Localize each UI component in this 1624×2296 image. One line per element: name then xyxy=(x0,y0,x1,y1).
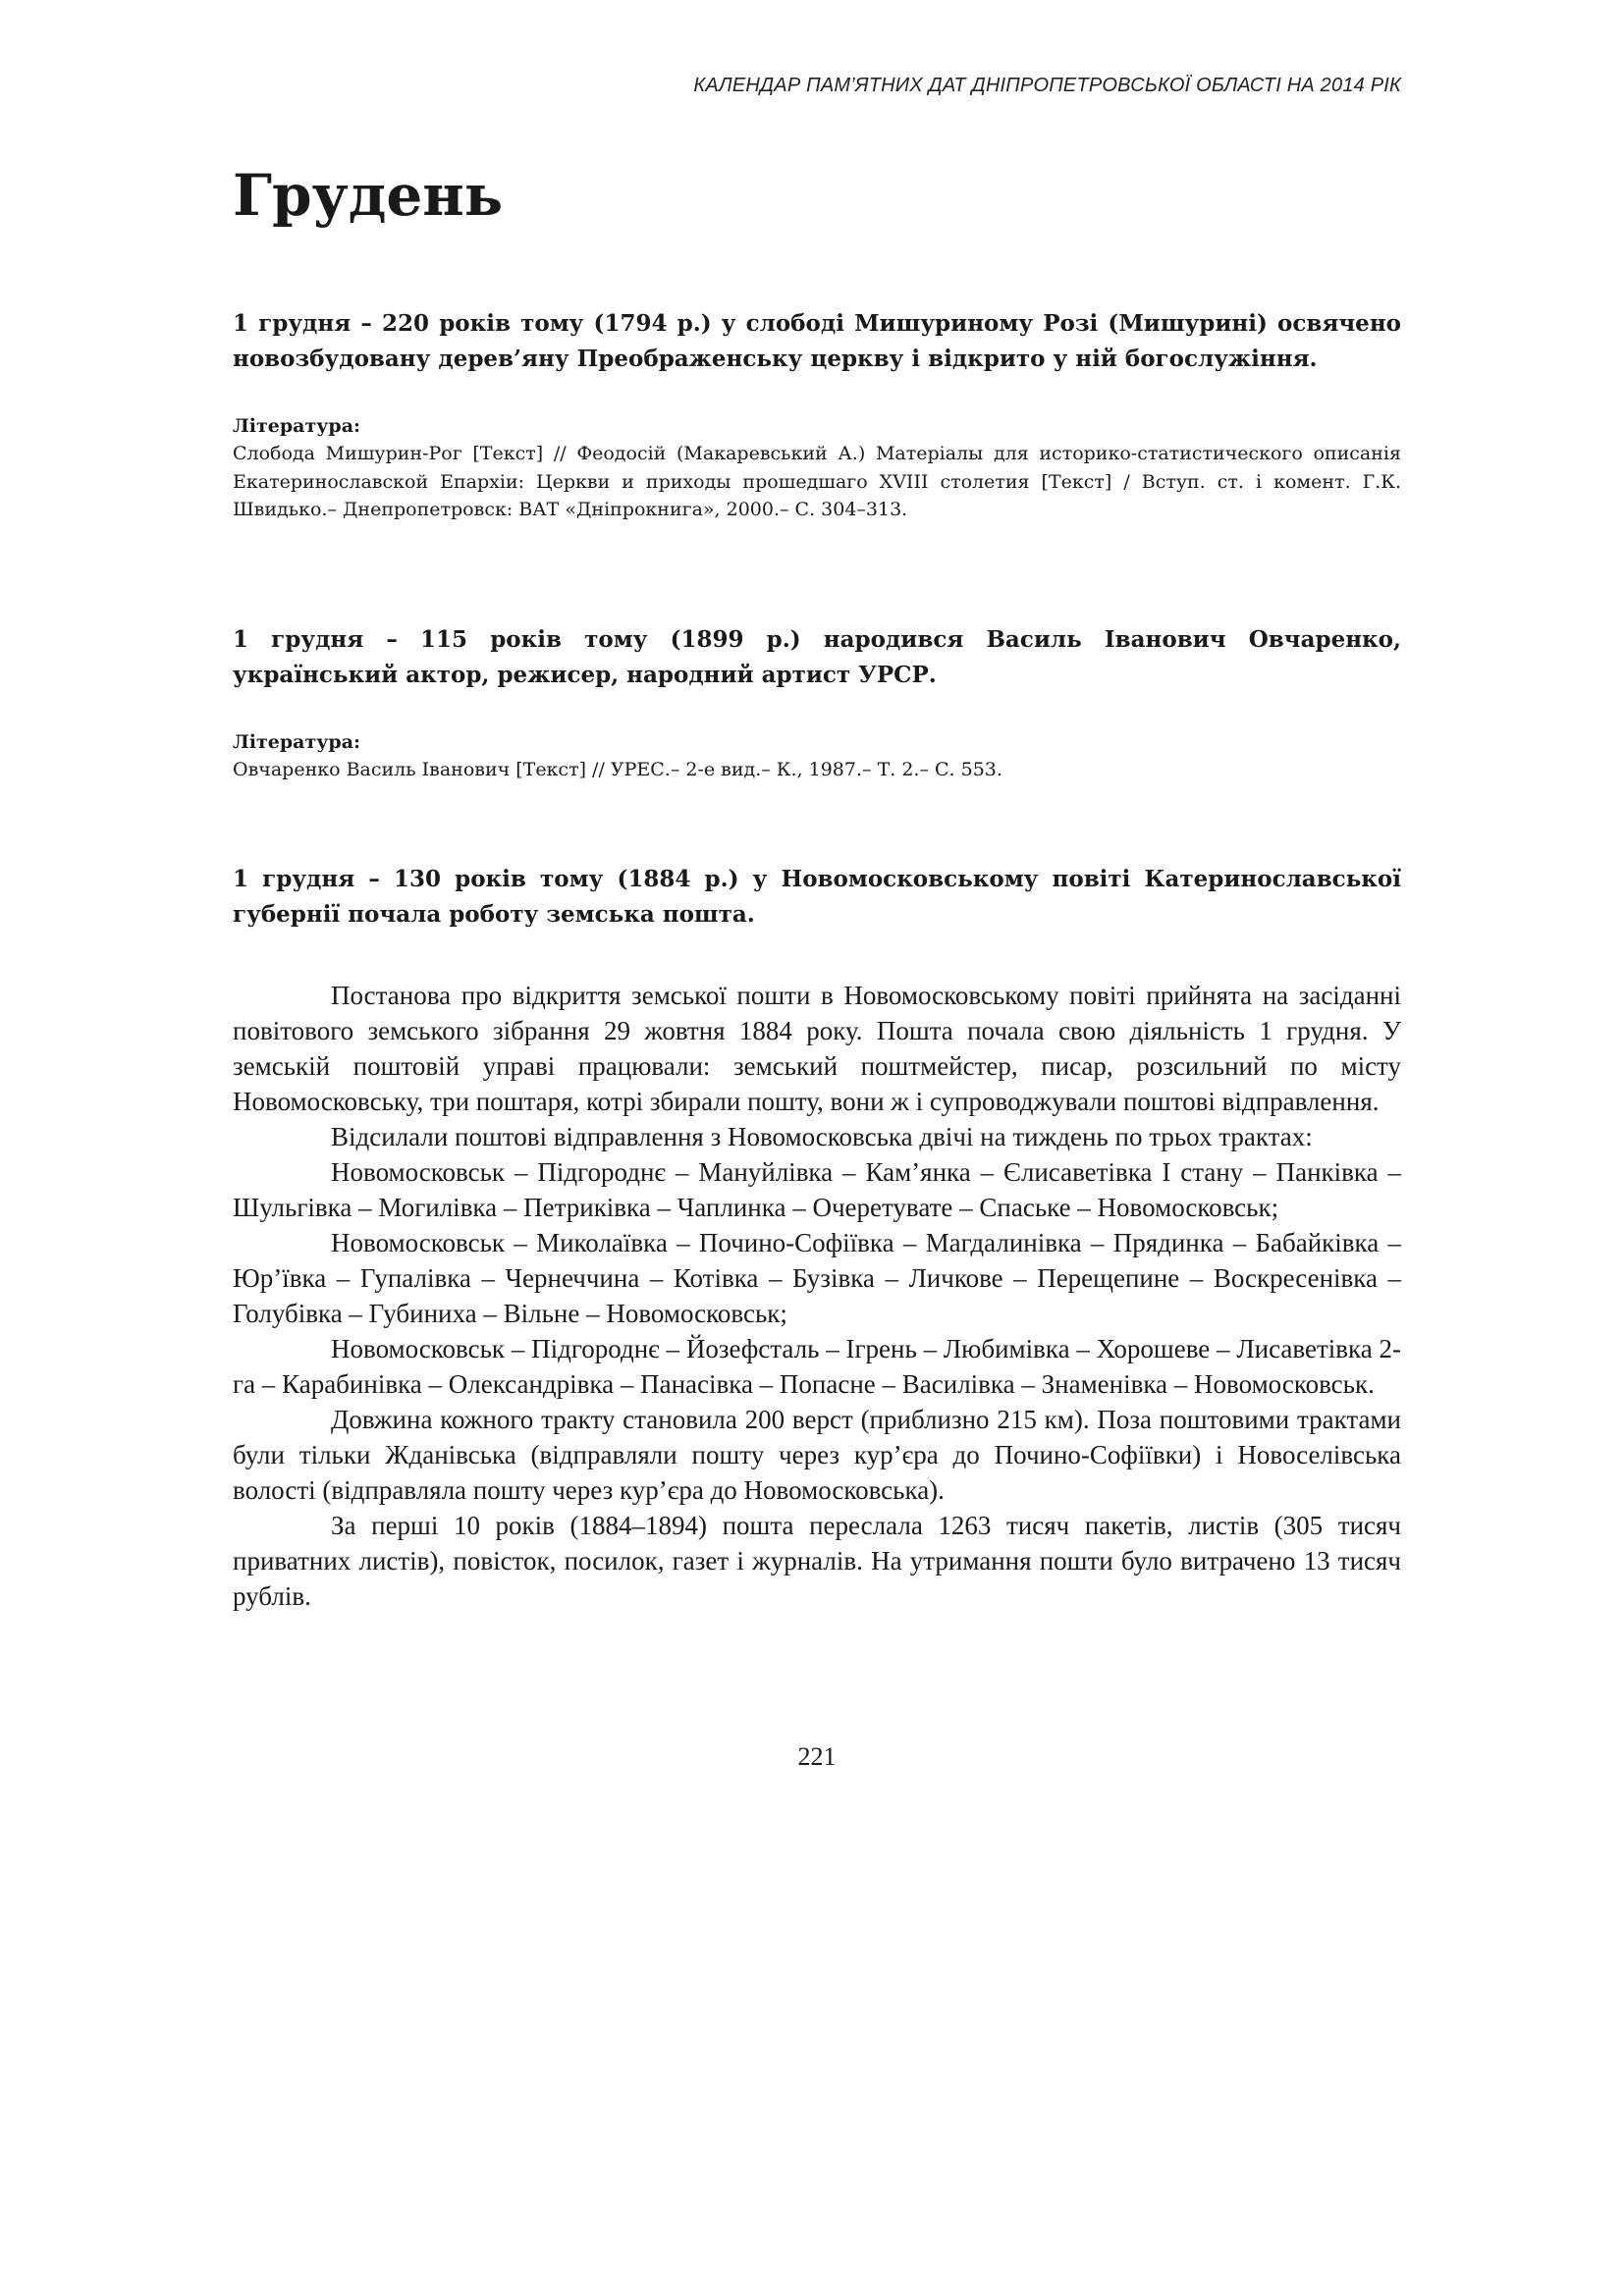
body-paragraph: Новомосковськ – Підгороднє – Мануйлівка – Кам’янка – Єлисаветівка І стану – Панківка – Шульгівка – Могилівка – Петриківка – Чаплинка – Очеретувате – Спаське – Новомосковськ; xyxy=(233,1157,1401,1222)
month-title: Грудень xyxy=(233,162,504,229)
body-paragraph: Відсилали поштові відправлення з Новомосковська двічі на тиждень по трьох трактах: xyxy=(331,1122,1313,1151)
running-header: КАЛЕНДАР ПАМ’ЯТНИХ ДАТ ДНІПРОПЕТРОВСЬКОЇ ОБЛАСТІ НА 2014 РІК xyxy=(693,75,1401,96)
body-paragraph: Постанова про відкриття земської пошти в Новомосковському повіті прийнята на засіданні повітового земського зібрання 29 жовтня 1884 року. Пошта почала свою діяльність 1 грудня. У земській поштовій управі працювали: земський поштмейстер, писар, розсильний по місту Новомосковську, три поштаря, котрі збирали пошту, вони ж і супроводжували поштові відправлення. xyxy=(233,981,1401,1116)
spacer xyxy=(233,524,1401,622)
literature-label: Література: xyxy=(233,730,361,753)
document-page xyxy=(233,0,1401,2296)
body-paragraph: За перші 10 років (1884–1894) пошта переслала 1263 тисяч пакетів, листів (305 тисяч приватних листів), повісток, посилок, газет і журналів. На утримання пошти було витрачено 13 тисяч рублів. xyxy=(233,1511,1401,1611)
entry-heading: 1 грудня – 220 років тому (1794 р.) у слободі Мишуриному Розі (Мишурині) освячено новозбудовану дерев’яну Преображенську церкву і відкрито у ній богослужіння. xyxy=(233,310,1401,372)
page-number: 221 xyxy=(797,1742,837,1771)
body-paragraph: Новомосковськ – Миколаївка – Почино-Софіївка – Магдалинівка – Прядинка – Бабайківка – Юр’ївка – Гупалівка – Чернеччина – Котівка – Бузівка – Личкове – Перещепине – Воскресенівка – Голубівка – Губиниха – Вільне – Новомосковськ; xyxy=(233,1228,1401,1328)
literature-reference: Слобода Мишурин-Рог [Текст] // Феодосій (Макаревський А.) Матеріалы для историко-статистического описанія Екатеринославской Епархіи: Церкви и приходы прошедшаго XVIII столетия [Текст] / Вступ. ст. і комент. Г.К. Швидько.– Днепропетровск: ВАТ «Дніпрокнига», 2000.– С. 304–313. xyxy=(233,443,1401,520)
content xyxy=(233,306,1401,1614)
body-paragraph: Довжина кожного тракту становила 200 верст (приблизно 215 км). Поза поштовими трактами були тільки Жданівська (відправляли пошту через кур’єра до Почино-Софіївки) і Новоселівська волості (відправляла пошту через кур’єра до Новомосковська). xyxy=(233,1405,1401,1505)
literature-reference: Овчаренко Василь Іванович [Текст] // УРЕС.– 2-е вид.– К., 1987.– Т. 2.– С. 553. xyxy=(233,758,1002,780)
entry-1 xyxy=(233,306,1401,524)
entry-heading: 1 грудня – 130 років тому (1884 р.) у Новомосковському повіті Катеринославської губернії почала роботу земська пошта. xyxy=(233,866,1401,928)
entry-3 xyxy=(233,862,1401,1614)
literature-label: Література: xyxy=(233,415,361,437)
entry-2 xyxy=(233,622,1401,784)
spacer xyxy=(233,783,1401,862)
body-paragraph: Новомосковськ – Підгороднє – Йозефсталь – Ігрень – Любимівка – Хорошеве – Лисаветівка 2-га – Карабинівка – Олександрівка – Панасівка – Попасне – Василівка – Знаменівка – Новомосковськ. xyxy=(233,1334,1401,1399)
entry-heading: 1 грудня – 115 років тому (1899 р.) народився Василь Іванович Овчаренко, український актор, режисер, народний артист УРСР. xyxy=(233,625,1401,688)
